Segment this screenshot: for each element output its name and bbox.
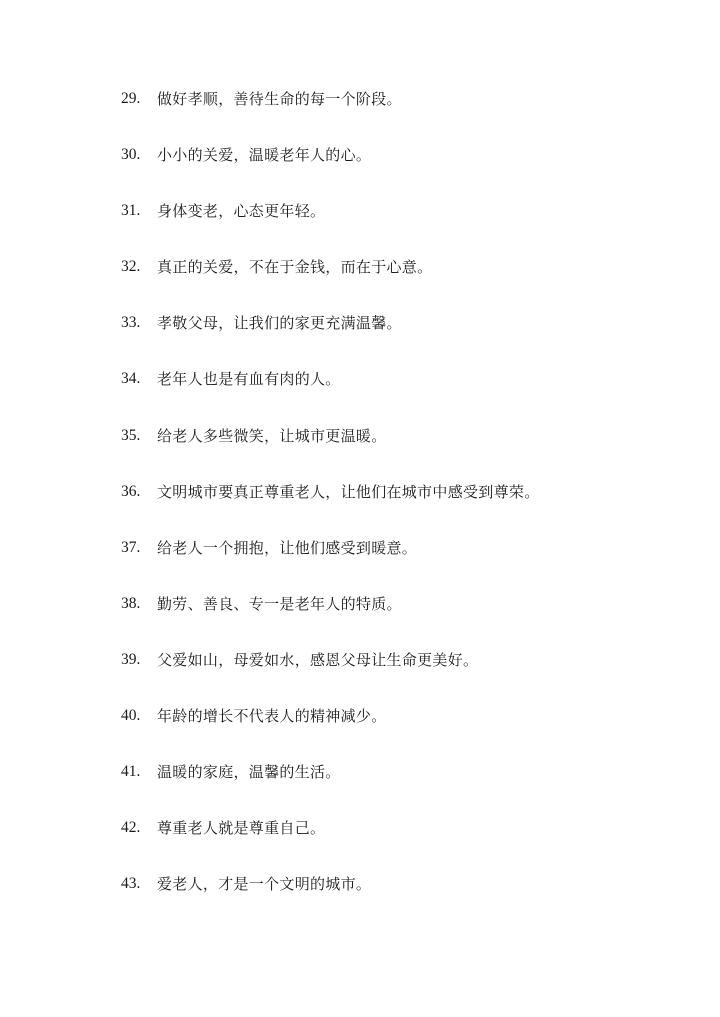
list-item xyxy=(121,86,540,142)
slogan-list xyxy=(121,86,540,927)
item-number: 32. xyxy=(121,258,141,276)
list-item xyxy=(121,647,540,703)
item-text: 勤劳、善良、专一是老年人的特质。 xyxy=(157,594,402,613)
item-number: 34. xyxy=(121,370,141,388)
list-item xyxy=(121,423,540,479)
item-number: 40. xyxy=(121,707,141,725)
list-item xyxy=(121,535,540,591)
item-text: 文明城市要真正尊重老人，让他们在城市中感受到尊荣。 xyxy=(157,482,540,501)
item-text: 给老人一个拥抱，让他们感受到暖意。 xyxy=(157,538,418,557)
item-number: 29. xyxy=(121,90,141,107)
item-number: 43. xyxy=(121,875,141,893)
list-item xyxy=(121,198,540,254)
list-item xyxy=(121,479,540,535)
list-item xyxy=(121,815,540,871)
list-item xyxy=(121,254,540,310)
list-item xyxy=(121,142,540,198)
item-text: 父爱如山，母爱如水，感恩父母让生命更美好。 xyxy=(157,650,479,669)
list-item xyxy=(121,366,540,422)
item-text: 给老人多些微笑，让城市更温暖。 xyxy=(157,426,387,445)
list-item xyxy=(121,591,540,647)
item-number: 41. xyxy=(121,763,141,781)
item-text: 真正的关爱，不在于金钱，而在于心意。 xyxy=(157,258,433,277)
item-text: 年龄的增长不代表人的精神减少。 xyxy=(157,707,387,726)
item-number: 36. xyxy=(121,482,141,500)
item-text: 孝敬父母，让我们的家更充满温馨。 xyxy=(157,314,402,333)
list-item xyxy=(121,759,540,815)
item-number: 38. xyxy=(121,594,141,612)
item-number: 37. xyxy=(121,538,141,556)
item-text: 温暖的家庭，温馨的生活。 xyxy=(157,763,341,782)
item-number: 33. xyxy=(121,314,141,332)
item-text: 老年人也是有血有肉的人。 xyxy=(157,370,341,389)
item-text: 小小的关爱，温暖老年人的心。 xyxy=(157,146,372,165)
list-item xyxy=(121,310,540,366)
item-text: 做好孝顺，善待生命的每一个阶段。 xyxy=(157,90,402,108)
item-number: 39. xyxy=(121,650,141,668)
item-number: 31. xyxy=(121,202,141,220)
item-number: 42. xyxy=(121,819,141,837)
item-text: 身体变老，心态更年轻。 xyxy=(157,202,326,221)
item-text: 尊重老人就是尊重自己。 xyxy=(157,819,326,838)
item-number: 30. xyxy=(121,146,141,164)
item-number: 35. xyxy=(121,426,141,444)
list-item xyxy=(121,871,540,927)
item-text: 爱老人，才是一个文明的城市。 xyxy=(157,875,372,894)
list-item xyxy=(121,703,540,759)
